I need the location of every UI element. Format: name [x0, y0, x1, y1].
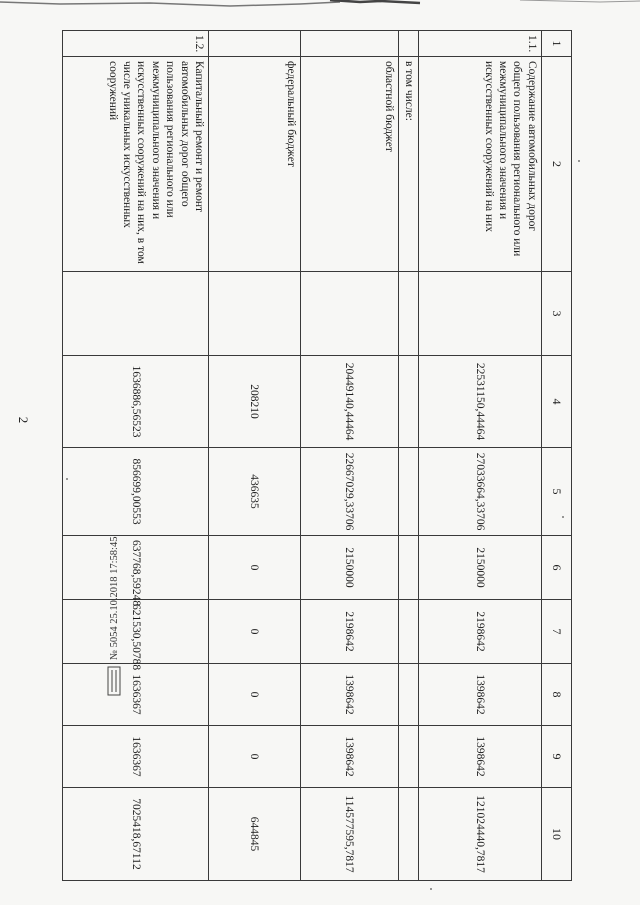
cell-col4: 1636886,56523	[63, 356, 209, 448]
cell-col7	[398, 600, 418, 664]
cell-col7: 621530,50788	[63, 600, 209, 664]
table-row	[208, 31, 300, 881]
cell-col10: 114577595,7817	[300, 788, 398, 881]
scan-speck	[562, 516, 564, 518]
cell-col5: 436635	[208, 448, 300, 536]
cell-col3	[418, 272, 541, 356]
cell-col5: 22667029,33706	[300, 448, 398, 536]
row-description: Капитальный ремонт и ремонт автомобильных дорог общего пользования регионального или межмуниципального значения и искусственных сооружений на них, в том числе уникальных искусственных сооружений	[63, 57, 209, 272]
column-header: 4	[541, 356, 571, 448]
cell-col7: 2198642	[418, 600, 541, 664]
column-header: 10	[541, 788, 571, 881]
rotated-table-container	[62, 30, 572, 880]
cell-col10: 7025418,67112	[63, 788, 209, 881]
cell-col7: 2198642	[300, 600, 398, 664]
row-description: Содержание автомобильных дорог общего пользования регионального или межмуниципального значения и искусственных сооружений на них	[418, 57, 541, 272]
cell-col4: 208210	[208, 356, 300, 448]
cell-col8: 1398642	[418, 664, 541, 726]
scan-speck	[578, 160, 580, 162]
table-row	[418, 31, 541, 881]
budget-table	[62, 30, 572, 881]
cell-col8	[398, 664, 418, 726]
cell-col4	[398, 356, 418, 448]
cell-col8: 0	[208, 664, 300, 726]
cell-col4: 20449140,44464	[300, 356, 398, 448]
column-header: 1	[541, 31, 571, 57]
cell-col6: 2150000	[418, 536, 541, 600]
cell-col9: 1398642	[418, 726, 541, 788]
row-code: 1.1.	[418, 31, 541, 57]
cell-col10: 644845	[208, 788, 300, 881]
column-header: 2	[541, 57, 571, 272]
row-code	[398, 31, 418, 57]
row-code: 1.2.	[63, 31, 209, 57]
column-header: 6	[541, 536, 571, 600]
cell-col5: 27033664,33706	[418, 448, 541, 536]
header-row	[541, 31, 571, 881]
scan-speck	[66, 478, 68, 480]
row-code	[208, 31, 300, 57]
cell-col3	[300, 272, 398, 356]
cell-col6: 637768,59248	[63, 536, 209, 600]
table-row	[300, 31, 398, 881]
cell-col9: 0	[208, 726, 300, 788]
scan-speck	[430, 888, 432, 890]
column-header: 3	[541, 272, 571, 356]
page-number: 2	[16, 416, 31, 424]
row-code	[300, 31, 398, 57]
column-header: 8	[541, 664, 571, 726]
cell-col3	[208, 272, 300, 356]
cell-col9: 1398642	[300, 726, 398, 788]
table-row	[63, 31, 209, 881]
cell-col6: 0	[208, 536, 300, 600]
column-header: 7	[541, 600, 571, 664]
column-header: 9	[541, 726, 571, 788]
cell-col7: 0	[208, 600, 300, 664]
cell-col4: 22531150,44464	[418, 356, 541, 448]
cell-col6	[398, 536, 418, 600]
cell-col10: 121024440,7817	[418, 788, 541, 881]
row-description: областной бюджет	[300, 57, 398, 272]
cell-col10	[398, 788, 418, 881]
cell-col9: 1636367	[63, 726, 209, 788]
scan-edge-artifact	[0, 0, 640, 14]
column-header: 5	[541, 448, 571, 536]
cell-col5: 856699,00553	[63, 448, 209, 536]
registration-stamp: № 5054 25.10.2018 17:58:45	[108, 536, 120, 660]
cell-col5	[398, 448, 418, 536]
table-row	[398, 31, 418, 881]
cell-col8: 1636367	[63, 664, 209, 726]
registration-footer	[104, 376, 124, 696]
document-seal-icon	[107, 666, 121, 696]
cell-col8: 1398642	[300, 664, 398, 726]
cell-col3	[398, 272, 418, 356]
cell-col3	[63, 272, 209, 356]
cell-col9	[398, 726, 418, 788]
row-description: федеральный бюджет	[208, 57, 300, 272]
row-description: в том числе:	[398, 57, 418, 272]
cell-col6: 2150000	[300, 536, 398, 600]
